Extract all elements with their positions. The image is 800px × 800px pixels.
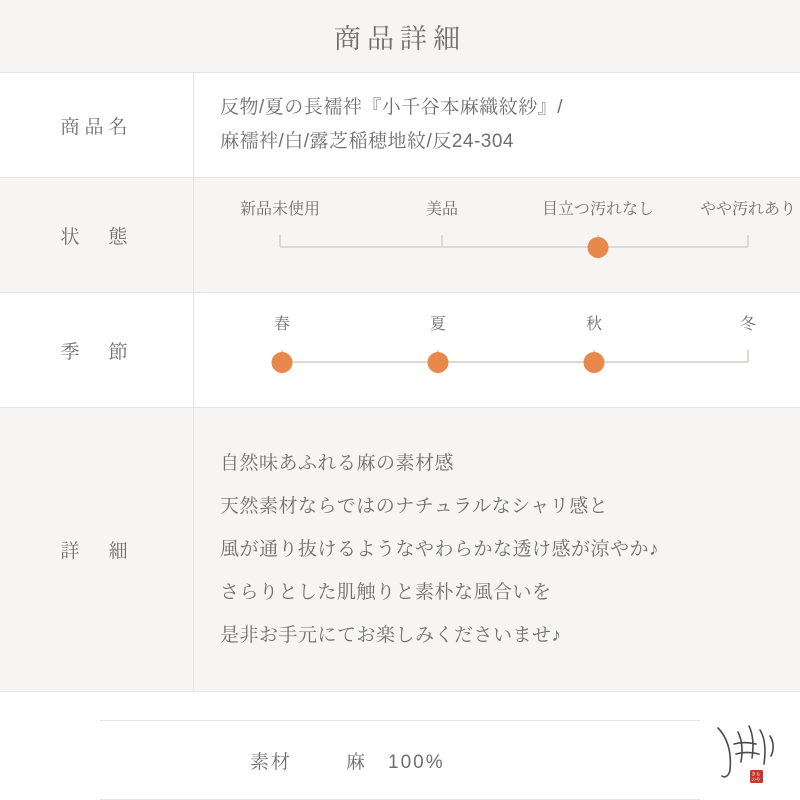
condition-scale-track (220, 246, 774, 247)
condition-tick-0 (279, 235, 281, 247)
season-option-3: 冬 (739, 316, 757, 333)
season-tick-3 (747, 350, 749, 362)
detail-line-3: 風が通り抜けるようなやわらかな透け感が涼やか♪ (220, 539, 660, 560)
season-option-1: 夏 (429, 316, 447, 333)
row-value-detail (194, 408, 800, 691)
condition-scale-labels (220, 196, 797, 226)
table-row-condition (0, 178, 800, 293)
svg-text:きも: きも (751, 771, 761, 777)
condition-scale (220, 196, 797, 274)
season-selected-marker-autumn (584, 352, 605, 373)
condition-selected-marker (588, 237, 609, 258)
page-title: 商品詳細 (334, 23, 466, 54)
season-track-line (282, 361, 748, 363)
material-row (100, 721, 700, 799)
kimono-brand-logo (708, 720, 780, 784)
condition-option-1: 美品 (425, 201, 459, 218)
row-label-season: 季 節 (0, 293, 194, 407)
detail-table (0, 72, 800, 692)
condition-tick-3 (747, 235, 749, 247)
condition-tick-1 (441, 235, 443, 247)
detail-line-2: 天然素材ならではのナチュラルなシャリ感と (220, 496, 609, 517)
season-option-2: 秋 (585, 316, 603, 333)
svg-text:のや: のや (751, 777, 761, 783)
row-label-product-name: 商品名 (0, 73, 194, 177)
detail-line-5: 是非お手元にてお楽しみくださいませ♪ (220, 625, 562, 646)
table-row-season (0, 293, 800, 408)
table-row-product-name (0, 73, 800, 178)
material-label: 素材 (250, 751, 293, 773)
material-section (0, 692, 800, 800)
row-label-detail: 詳 細 (0, 408, 194, 691)
row-label-condition: 状 態 (0, 178, 194, 292)
season-selected-marker-spring (272, 352, 293, 373)
row-value-season (194, 293, 800, 407)
season-scale-track (220, 361, 774, 362)
condition-track-line (280, 246, 748, 248)
season-scale-labels (220, 311, 774, 341)
condition-option-0: 新品未使用 (239, 201, 321, 218)
season-option-0: 春 (273, 316, 291, 333)
season-scale (220, 311, 774, 389)
detail-line-4: さらりとした肌触りと素朴な風合いを (220, 582, 552, 603)
page-title-bar (0, 0, 800, 72)
table-row-detail (0, 408, 800, 692)
row-value-condition (194, 178, 800, 292)
condition-option-2: 目立つ汚れなし (541, 201, 655, 218)
material-value: 麻 100% (346, 751, 445, 773)
row-value-product-name (194, 73, 800, 177)
condition-option-3: やや汚れあり (699, 201, 797, 218)
product-name-line-2: 麻襦袢/白/露芝稲穂地紋/反24-304 (220, 131, 514, 152)
season-selected-marker-summer (428, 352, 449, 373)
product-name-line-1: 反物/夏の長襦袢『小千谷本麻織紋紗』/ (220, 97, 564, 118)
detail-line-1: 自然味あふれる麻の素材感 (220, 453, 455, 474)
